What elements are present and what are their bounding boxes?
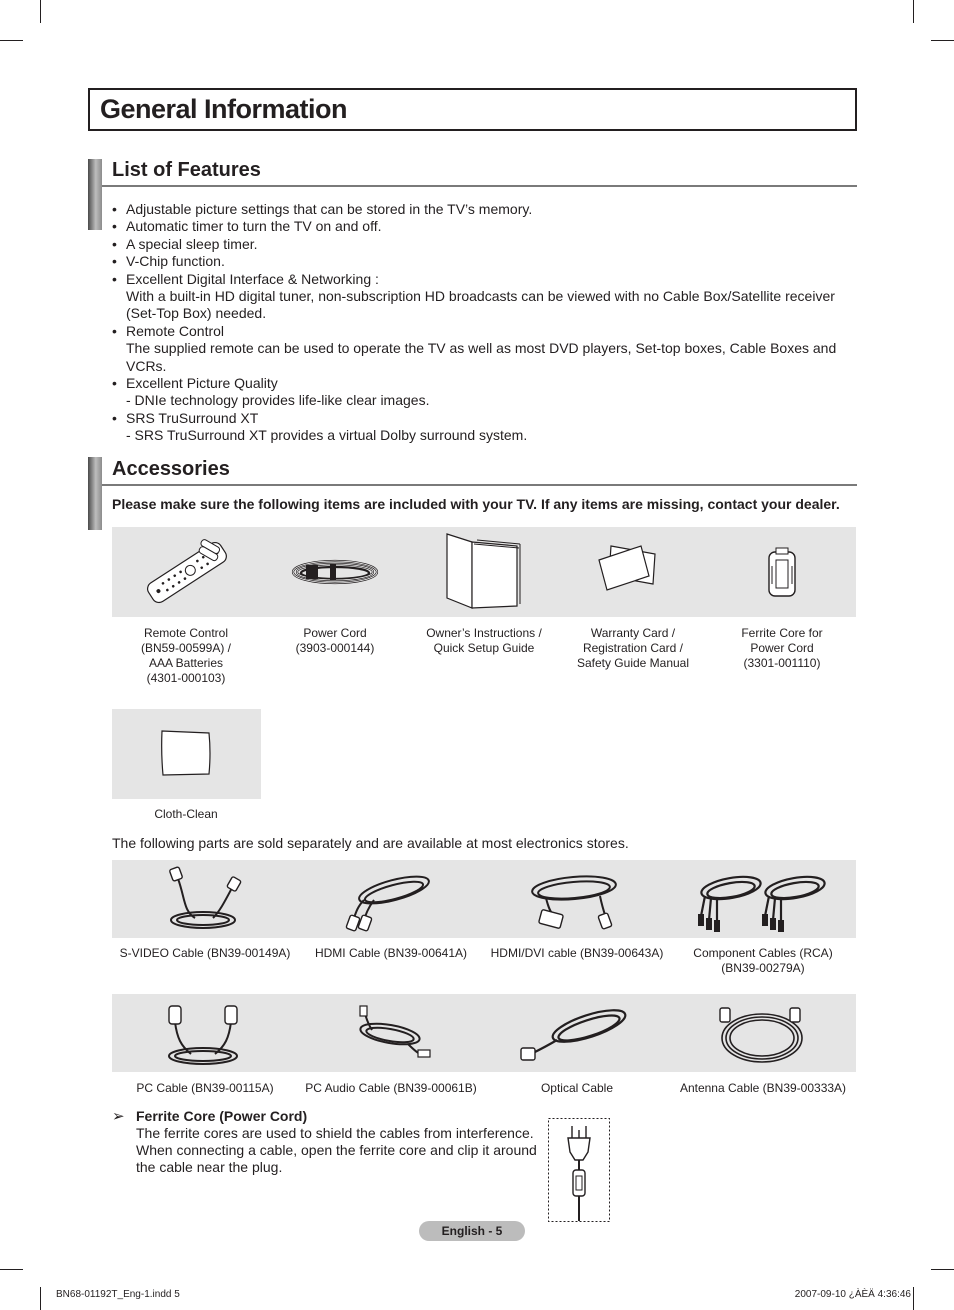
- warranty-card-icon: [597, 544, 659, 594]
- antenna-cable-icon: [714, 1004, 808, 1068]
- features-list: [112, 201, 842, 445]
- section-bar: [88, 457, 102, 530]
- crop-mark: [913, 1287, 914, 1310]
- sold-separately-text: The following parts are sold separately and are available at most electronics stores.: [112, 835, 629, 851]
- page-title: General Information: [100, 94, 348, 124]
- accessories-title: Accessories: [112, 458, 230, 480]
- ferrite-core-plug-illustration: [548, 1118, 610, 1222]
- item-caption: Ferrite Core for Power Cord (3301-001110): [741, 626, 823, 670]
- feature-item: • A special sleep timer.: [112, 236, 842, 253]
- ferrite-note-body: The ferrite cores are used to shield the cables from interference. When connecting a cable, open the ferrite core and clip it around the cable near the plug.: [136, 1125, 537, 1175]
- features-title: List of Features: [112, 159, 261, 181]
- remote-control-icon: [140, 533, 235, 613]
- crop-mark: [40, 1287, 41, 1310]
- feature-item: • Excellent Picture Quality - DNIe technology provides life-like clear images.: [112, 375, 842, 410]
- feature-item: • V-Chip function.: [112, 253, 842, 270]
- section-rule: [102, 185, 857, 187]
- pc-audio-cable-icon: [350, 1004, 434, 1066]
- svideo-cable-icon: [165, 866, 245, 932]
- item-caption: Owner’s Instructions / Quick Setup Guide: [426, 626, 542, 655]
- item-caption: Optical Cable: [540, 1081, 614, 1095]
- feature-item: • Adjustable picture settings that can be stored in the TV’s memory.: [112, 201, 842, 218]
- item-caption: Component Cables (RCA) (BN39-00279A): [693, 946, 833, 975]
- section-rule: [102, 484, 857, 486]
- timestamp-slug: 2007-09-10 ¿ÀÈÄ 4:36:46: [794, 1289, 911, 1300]
- crop-mark: [0, 40, 23, 41]
- hdmi-cable-icon: [344, 866, 436, 932]
- feature-detail: - SRS TruSurround XT provides a virtual Dolby surround system.: [126, 427, 528, 444]
- accessories-notice: Please make sure the following items are included with your TV. If any items are missing, contact your dealer.: [112, 496, 840, 512]
- optical-cable-icon: [517, 1004, 633, 1066]
- section-bar: [88, 159, 102, 230]
- manual-booklet-icon: [444, 532, 524, 612]
- item-caption: HDMI Cable (BN39-00641A): [314, 946, 468, 960]
- pc-cable-icon: [163, 1002, 243, 1068]
- crop-mark: [0, 1269, 23, 1270]
- item-caption: HDMI/DVI cable (BN39-00643A): [490, 946, 664, 960]
- cloth-icon: [158, 728, 214, 778]
- component-cables-icon: [695, 866, 829, 932]
- feature-detail: With a built-in HD digital tuner, non-subscription HD broadcasts can be viewed with no Cable Box/Satellite receiver (Set-Top Box) needed.: [126, 288, 835, 322]
- feature-detail: The supplied remote can be used to operate the TV as well as most DVD players, Set-top boxes, Cable Boxes and VCRs.: [126, 340, 837, 374]
- item-caption: S-VIDEO Cable (BN39-00149A): [119, 946, 291, 960]
- hdmi-dvi-cable-icon: [526, 866, 622, 932]
- feature-item: • SRS TruSurround XT - SRS TruSurround XT provides a virtual Dolby surround system.: [112, 410, 842, 445]
- crop-mark: [913, 0, 914, 23]
- ferrite-core-icon: [767, 546, 797, 600]
- item-caption: Warranty Card / Registration Card / Safety Guide Manual: [576, 626, 690, 670]
- item-caption: PC Cable (BN39-00115A): [136, 1081, 274, 1095]
- feature-item: • Remote Control The supplied remote can be used to operate the TV as well as most DVD players, Set-top boxes, Cable Boxes and VCRs.: [112, 323, 842, 375]
- crop-mark: [931, 1269, 954, 1270]
- feature-detail: - DNIe technology provides life-like clear images.: [126, 392, 430, 409]
- crop-mark: [931, 40, 954, 41]
- item-caption: PC Audio Cable (BN39-00061B): [305, 1081, 477, 1095]
- item-caption: Antenna Cable (BN39-00333A): [679, 1081, 847, 1095]
- item-caption: Remote Control (BN59-00599A) / AAA Batteries (4301-000103): [140, 626, 232, 685]
- feature-item: • Excellent Digital Interface & Networking : With a built-in HD digital tuner, non-subscription HD broadcasts can be viewed with no Cable Box/Satellite receiver (Set-Top Box) needed.: [112, 271, 842, 323]
- page-title-box: [88, 88, 857, 131]
- file-slug: BN68-01192T_Eng-1.indd 5: [56, 1289, 180, 1300]
- power-cord-icon: [290, 552, 380, 592]
- note-marker-icon: ➢: [112, 1108, 125, 1125]
- item-caption: Cloth-Clean: [154, 807, 218, 821]
- item-caption: Power Cord (3903-000144): [295, 626, 375, 655]
- crop-mark: [40, 0, 41, 23]
- ferrite-note-title: Ferrite Core (Power Cord): [136, 1108, 308, 1124]
- page-number-badge: English - 5: [419, 1221, 525, 1241]
- feature-item: • Automatic timer to turn the TV on and off.: [112, 218, 842, 235]
